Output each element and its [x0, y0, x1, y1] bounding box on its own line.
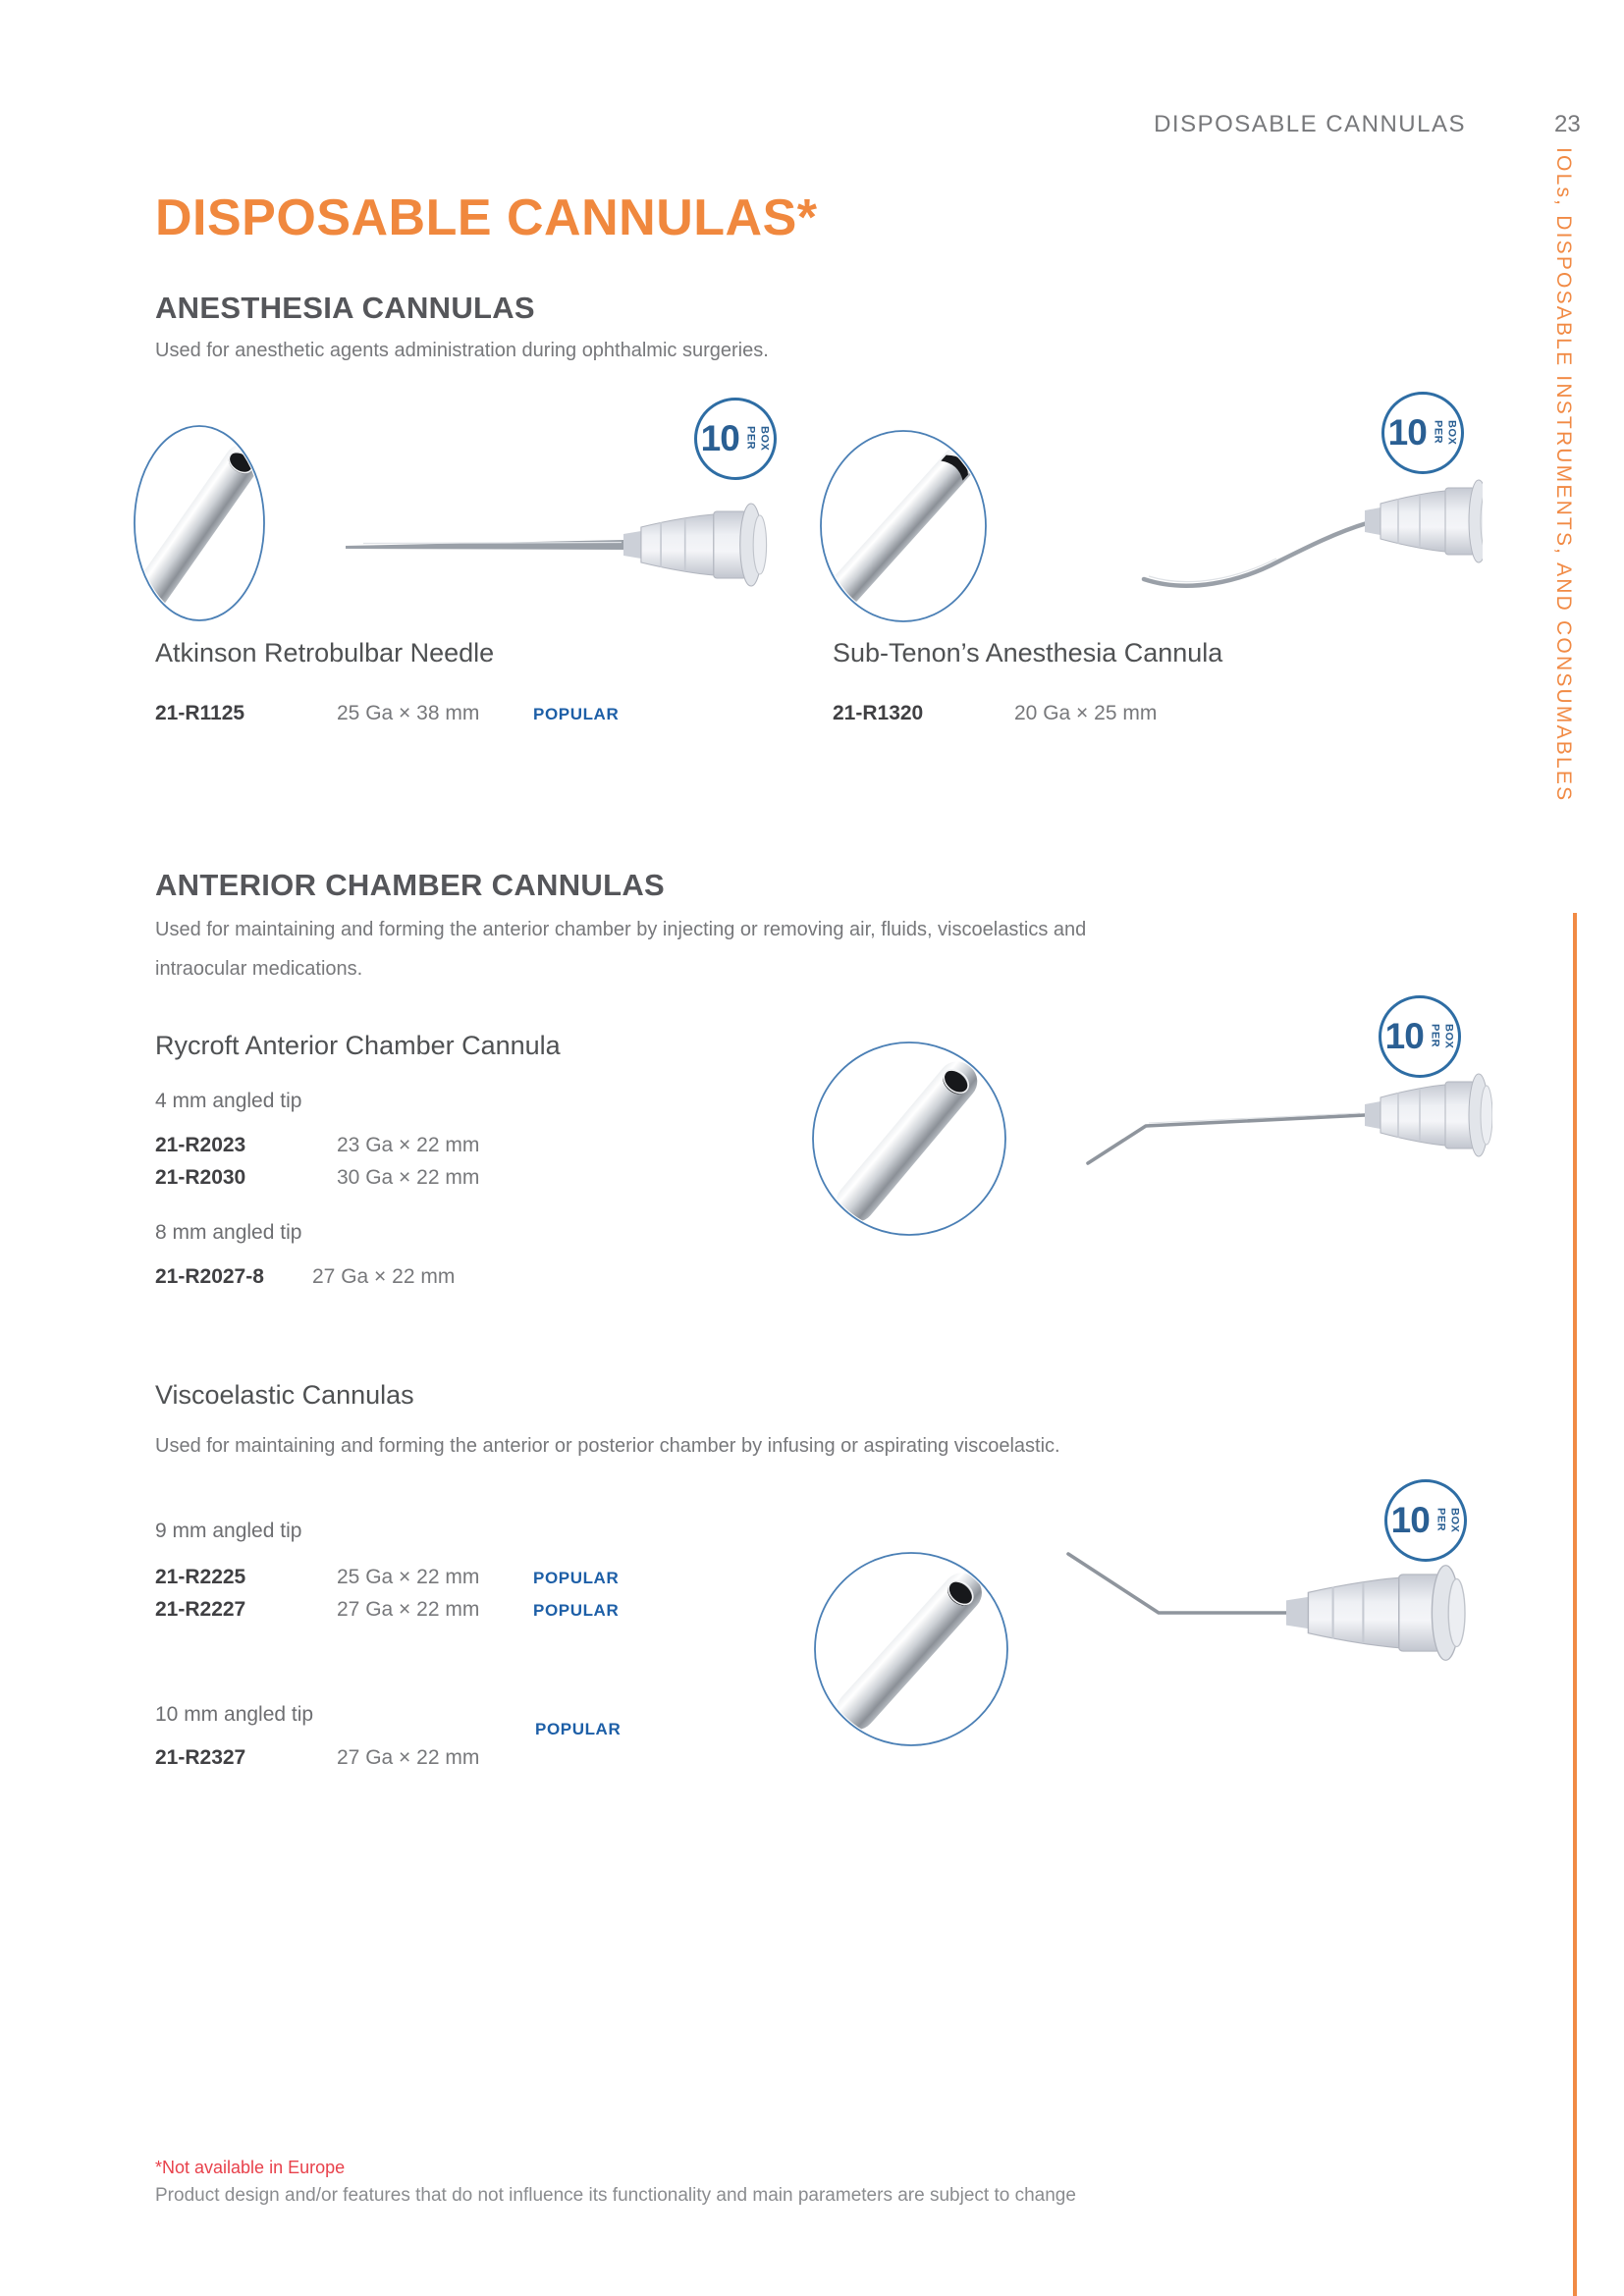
table-row [155, 1567, 619, 1587]
group-label-4mm: 4 mm angled tip [155, 1090, 302, 1112]
per-box-badge [1384, 1479, 1467, 1562]
group-label-8mm: 8 mm angled tip [155, 1221, 302, 1244]
table-row [155, 1599, 619, 1620]
popular-badge: POPULAR [533, 1601, 620, 1620]
popular-badge: POPULAR [533, 705, 620, 723]
product-size: 23 Ga × 22 mm [337, 1134, 480, 1156]
badge-per-box-label: PER BOX [1429, 1024, 1455, 1049]
section-heading-anesthesia: ANESTHESIA CANNULAS [155, 291, 535, 325]
sidebar-chapter-label: IOLs, DISPOSABLE INSTRUMENTS, AND CONSUMABLES [1552, 147, 1575, 803]
cannula-shaft [1144, 523, 1367, 586]
popular-badge: POPULAR [535, 1720, 622, 1738]
product-sku: 21-R2027-8 [155, 1265, 264, 1288]
badge-count: 10 [700, 418, 739, 458]
table-row [155, 1266, 509, 1287]
footnote-availability: *Not available in Europe [155, 2158, 346, 2177]
sidebar-accent-line [1573, 913, 1577, 2296]
popular-badge: POPULAR [533, 1569, 620, 1587]
product-size: 25 Ga × 22 mm [337, 1566, 480, 1588]
section-description-viscoelastic: Used for maintaining and forming the anterior or posterior chamber by infusing or aspirating viscoelastic. [155, 1435, 1060, 1457]
product-size: 27 Ga × 22 mm [337, 1598, 480, 1621]
product-size: 25 Ga × 38 mm [337, 702, 480, 724]
cannula-hub [1365, 1074, 1492, 1156]
needle-shaft [346, 540, 623, 550]
group-label-10mm: 10 mm angled tip [155, 1703, 314, 1726]
per-box-badge [1379, 995, 1461, 1078]
table-row [833, 703, 1211, 723]
page-number: 23 [1554, 111, 1581, 137]
badge-per-box-label: PER BOX [1432, 420, 1458, 446]
product-sku: 21-R1320 [833, 702, 924, 724]
header-section-title: DISPOSABLE CANNULAS [1154, 111, 1466, 137]
badge-count: 10 [1390, 1500, 1430, 1540]
product-name-rycroft: Rycroft Anterior Chamber Cannula [155, 1031, 561, 1060]
footnote-disclaimer: Product design and/or features that do not influence its functionality and main parameters are subject to change [155, 2185, 1076, 2206]
page-title: DISPOSABLE CANNULAS* [155, 189, 818, 246]
badge-per-box-label: PER BOX [1435, 1508, 1461, 1533]
cannula-shaft [1088, 1115, 1365, 1163]
section-description-anesthesia: Used for anesthetic agents administration during ophthalmic surgeries. [155, 340, 769, 361]
cannula-hub [1365, 480, 1483, 562]
table-row [155, 1167, 533, 1188]
table-row [155, 1747, 533, 1768]
section-heading-anterior: ANTERIOR CHAMBER CANNULAS [155, 868, 665, 902]
section-description-anterior-line1: Used for maintaining and forming the anterior chamber by injecting or removing air, fluids, viscoelastics and [155, 919, 1087, 940]
product-size: 27 Ga × 22 mm [312, 1265, 456, 1288]
product-sku: 21-R1125 [155, 702, 245, 724]
cannula-shaft [1068, 1554, 1286, 1613]
badge-per-box-label: PER BOX [744, 426, 771, 452]
per-box-badge [1381, 392, 1464, 474]
cannula-hub [1286, 1566, 1465, 1661]
product-sku: 21-R2030 [155, 1166, 246, 1189]
group-label-9mm: 9 mm angled tip [155, 1520, 302, 1542]
product-sku: 21-R2327 [155, 1746, 246, 1769]
table-row [155, 703, 619, 723]
subtenon-cannula-image [815, 417, 1483, 628]
section-heading-viscoelastic: Viscoelastic Cannulas [155, 1380, 414, 1410]
badge-count: 10 [1384, 1016, 1424, 1056]
product-name-atkinson: Atkinson Retrobulbar Needle [155, 638, 495, 667]
product-size: 30 Ga × 22 mm [337, 1166, 480, 1189]
product-sku: 21-R2227 [155, 1598, 246, 1621]
product-size: 20 Ga × 25 mm [1014, 702, 1158, 724]
needle-hub [623, 504, 767, 586]
per-box-badge [694, 398, 777, 480]
product-name-subtenon: Sub-Tenon’s Anesthesia Cannula [833, 638, 1223, 667]
viscoelastic-cannula-image [805, 1536, 1492, 1772]
product-sku: 21-R2225 [155, 1566, 246, 1588]
badge-count: 10 [1387, 412, 1427, 453]
product-size: 27 Ga × 22 mm [337, 1746, 480, 1769]
table-row [155, 1135, 533, 1155]
product-sku: 21-R2023 [155, 1134, 246, 1156]
section-description-anterior-line2: intraocular medications. [155, 958, 363, 980]
